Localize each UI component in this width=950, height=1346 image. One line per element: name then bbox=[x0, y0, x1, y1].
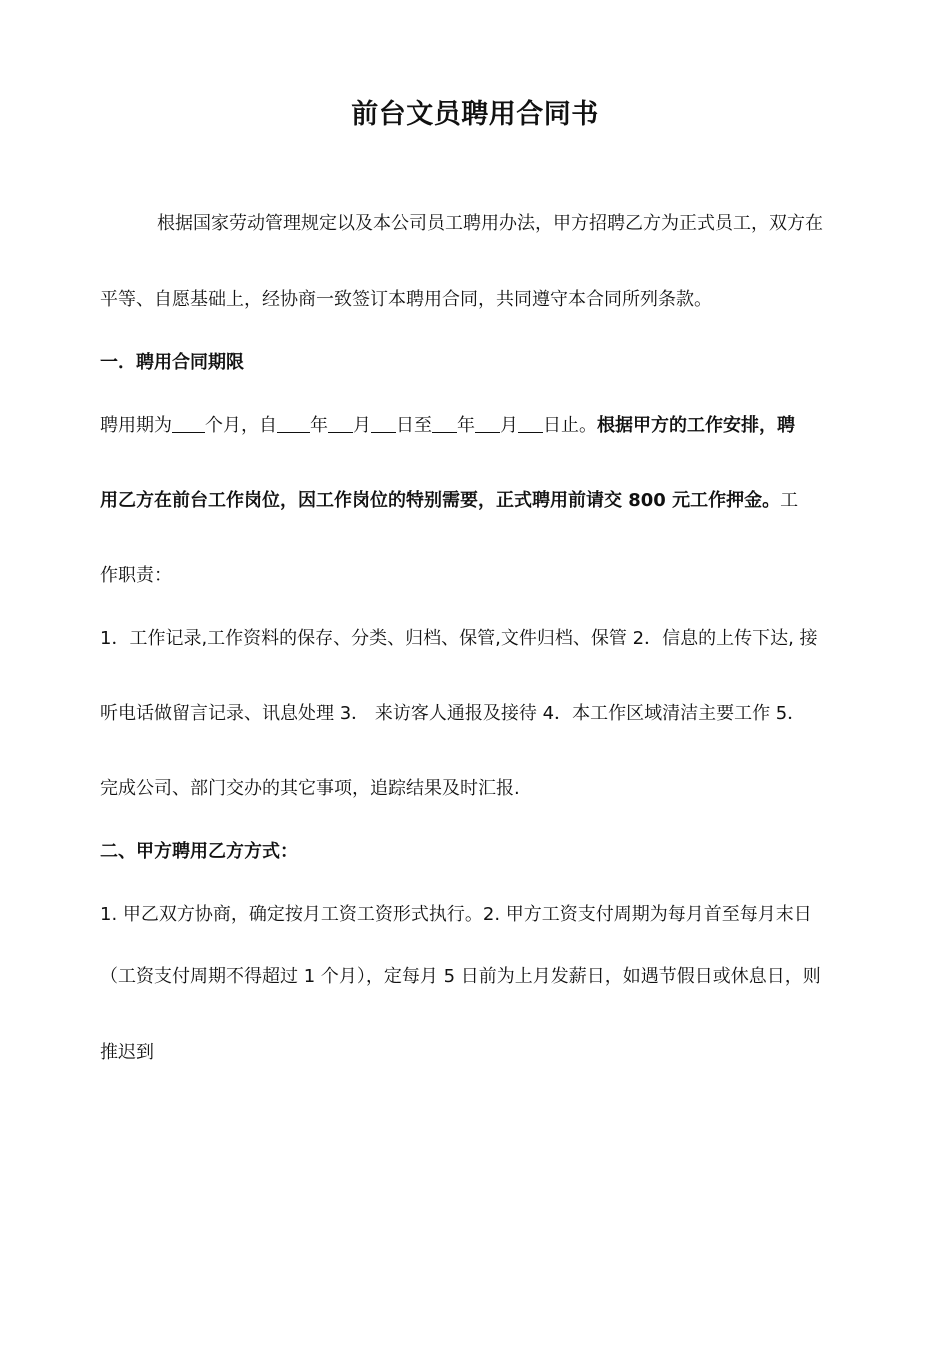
document-title: 前台文员聘用合同书 bbox=[351, 99, 599, 130]
duties-line-3: 完成公司、部门交办的其它事项，追踪结果及时汇报. bbox=[100, 778, 520, 799]
term-text-4: 月 bbox=[353, 415, 371, 436]
section-1-heading: 一．聘用合同期限 bbox=[100, 352, 244, 373]
start-month-blank bbox=[328, 414, 353, 433]
duties-line-1: 1．工作记录,工作资料的保存、分类、归档、保管,文件归档、保管 2．信息的上传下达, 接 bbox=[100, 628, 818, 649]
section-2-heading: 二、甲方聘用乙方方式： bbox=[100, 841, 298, 862]
duties-line-2: 听电话做留言记录、讯息处理 3． 来访客人通报及接待 4．本工作区域清洁主要工作 5． bbox=[100, 703, 806, 724]
end-day-blank bbox=[518, 414, 543, 433]
term-text-6: 年 bbox=[457, 415, 475, 436]
section-2-line-3: 推迟到 bbox=[100, 1042, 154, 1063]
deposit-tail-text: 工 bbox=[780, 490, 799, 511]
end-year-blank bbox=[432, 414, 457, 433]
section-2-line-2: （工资支付周期不得超过 1 个月），定每月 5 日前为上月发薪日，如遇节假日或休息日，则 bbox=[100, 966, 821, 987]
term-text-3: 年 bbox=[310, 415, 328, 436]
term-line bbox=[100, 413, 860, 439]
section-2-line-1: 1. 甲乙双方协商，确定按月工资工资形式执行。2. 甲方工资支付周期为每月首至每月末日 bbox=[100, 904, 812, 925]
term-text-5: 日至 bbox=[396, 415, 432, 436]
term-text-8: 日止。 bbox=[543, 415, 597, 436]
term-text-7: 月 bbox=[500, 415, 518, 436]
start-year-blank bbox=[277, 414, 310, 433]
deposit-bold-text: 用乙方在前台工作岗位，因工作岗位的特别需要，正式聘用前请交 800 元工作押金。 bbox=[100, 490, 781, 511]
term-text-1: 聘用期为 bbox=[100, 415, 172, 436]
intro-line-2: 平等、自愿基础上，经协商一致签订本聘用合同，共同遵守本合同所列条款。 bbox=[100, 289, 712, 310]
intro-line-1: 根据国家劳动管理规定以及本公司员工聘用办法，甲方招聘乙方为正式员工，双方在 bbox=[157, 213, 823, 234]
term-bold-text: 根据甲方的工作安排，聘 bbox=[597, 415, 795, 436]
start-day-blank bbox=[371, 414, 396, 433]
months-blank bbox=[172, 414, 205, 433]
end-month-blank bbox=[475, 414, 500, 433]
deposit-line bbox=[100, 488, 860, 514]
duties-label: 作职责： bbox=[100, 565, 172, 586]
term-text-2: 个月，自 bbox=[205, 415, 277, 436]
